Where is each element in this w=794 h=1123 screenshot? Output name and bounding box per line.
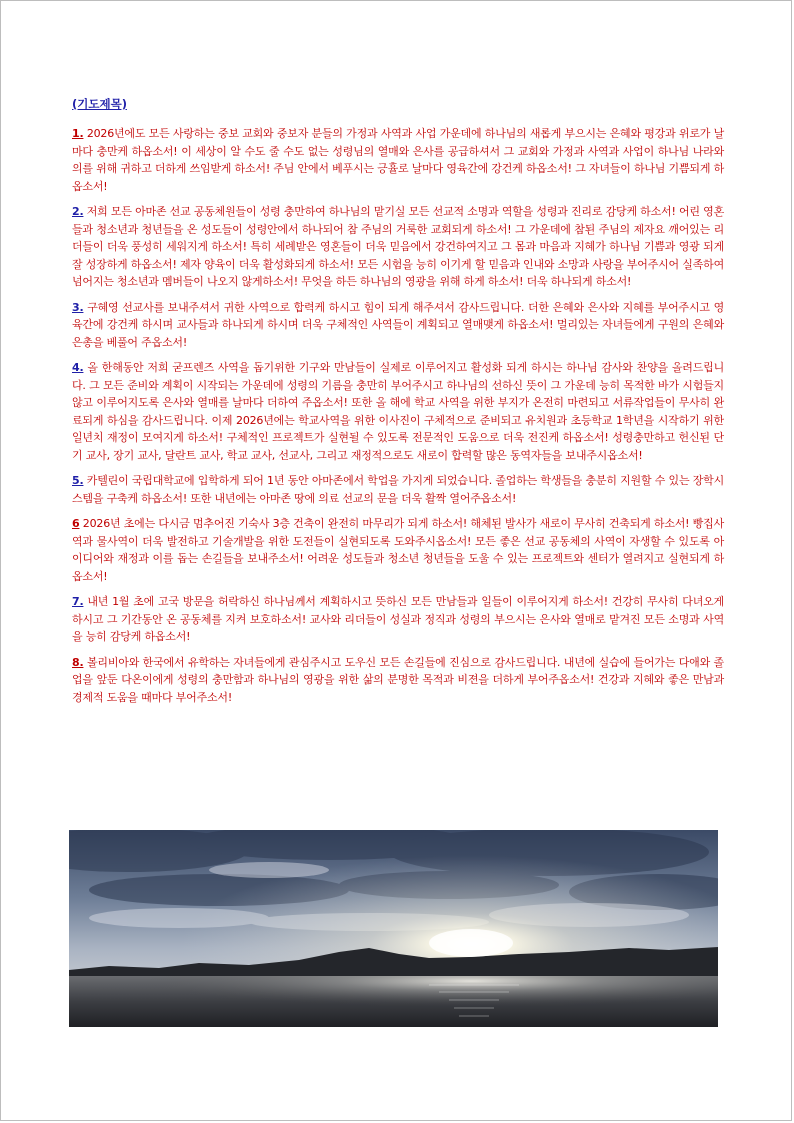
prayer-item-8 bbox=[72, 654, 724, 707]
prayer-text: 2026년에도 모든 사랑하는 중보 교회와 중보자 분들의 가정과 사역과 사업 가운데에 하나님의 새롭게 부으시는 은혜와 평강과 위로가 날마다 충만케 하옵소서! 이 세상이 알 수도 줄 수도 없는 성령님의 열매와 은사를 공급하셔서 그 교회와 가정과 사역과 사업이 하나님 나라와 의를 위해 귀하고 더하게 쓰임받게 하소서! 주님 안에서 베푸시는 긍휼로 날마다 영육간에 강건케 하옵소서! 그 자녀들이 하나님 기쁨되게 하옵소서! bbox=[72, 127, 725, 193]
prayer-text: 내년 1월 초에 고국 방문을 허락하신 하나님께서 계획하시고 뜻하신 모든 만남들과 일들이 이루어지게 하소서! 건강히 무사히 다녀오게 하시고 그 기간동안 온 공동체를 지켜 보호하소서! 교사와 리더들이 성실과 정직과 성령의 부으시는 은사와 열매로 맡겨진 모든 소명과 사역을 능히 감당케 하옵소서! bbox=[72, 595, 724, 643]
prayer-number: 5. bbox=[72, 474, 84, 487]
prayer-number: 3. bbox=[72, 300, 84, 314]
prayer-number: 4. bbox=[72, 361, 84, 374]
prayer-text: 구혜영 선교사를 보내주셔서 귀한 사역으로 합력케 하시고 힘이 되게 해주셔서 감사드립니다. 더한 은혜와 은사와 지혜를 부어주시고 영육간에 강건케 하시며 교사들과 하나되게 하시며 더욱 구체적인 사역들이 계획되고 열매맺게 하옵소서! 멀리있는 자녀들에게 구원의 은혜와 은총을 베풀어 주옵소서! bbox=[72, 300, 724, 349]
prayer-number: 7. bbox=[72, 595, 84, 608]
prayer-number: 6 bbox=[72, 517, 80, 530]
prayer-item-6 bbox=[72, 515, 724, 585]
prayer-text: 볼리비아와 한국에서 유학하는 자녀들에게 관심주시고 도우신 모든 손길들에 진심으로 감사드립니다. 내년에 실습에 들어가는 다애와 졸업을 앞둔 다온이에게 성령의 충만함과 하나님의 영광을 위한 삶의 분명한 목적과 비젼을 더하게 부어주옵소서! 건강과 지혜와 좋은 만남과 경제적 도움을 때마다 부어주소서! bbox=[72, 655, 724, 704]
prayer-number: 8. bbox=[72, 655, 84, 669]
prayer-list bbox=[72, 97, 724, 714]
prayer-item-3 bbox=[72, 299, 724, 352]
prayer-number: 2. bbox=[72, 205, 84, 218]
prayer-item-4 bbox=[72, 359, 724, 464]
prayer-item-5 bbox=[72, 472, 724, 507]
document-title: (기도제목) bbox=[72, 97, 127, 111]
sunset-river-photo bbox=[69, 830, 718, 1027]
prayer-text: 2026년 초에는 다시금 멈추어진 기숙사 3층 건축이 완전히 마무리가 되게 하소서! 해체된 발사가 새로이 무사히 건축되게 하소서! 빵집사역과 물사역이 더욱 발전하고 기술개발을 위한 도전들이 실현되도록 도와주시옵소서! 모든 좋은 선교 공동체의 사역이 자생할 수 있도록 아이디어와 재정과 이를 돕는 손길들을 보내주소서! 어려운 성도들과 청소년 청년들을 도울 수 있는 프로젝트와 센터가 열려지고 실현되게 하옵소서! bbox=[72, 517, 724, 583]
prayer-item-1 bbox=[72, 125, 724, 195]
prayer-item-7 bbox=[72, 593, 724, 646]
prayer-text: 저희 모든 아마존 선교 공동체원들이 성령 충만하여 하나님의 맡기실 모든 선교적 소명과 역할을 성령과 진리로 감당케 하소서! 어린 영혼들과 청소년과 청년들을 온 성도들이 성령안에서 하나되어 참 주님의 거룩한 교회되게 하소서! 그 가운데에 참된 주님의 제자요 깨어있는 리더들이 더욱 풍성히 세워지게 하소서! 특히 세례받은 영혼들이 더욱 믿음에서 강건하여지고 그 몸과 마음과 지혜가 하나님 기쁨과 영광 되게 잘 성장하게 하옵소서! 제자 양육이 더욱 활성화되게 하소서! 모든 시험을 능히 이기게 할 믿음과 인내와 소망과 사랑을 부어주시어 실족하여 넘어지는 청소년과 멤버들이 나오지 않게하소서! 무엇을 하든 하나님의 영광을 위해 하게 하소서! 더욱 하나되게 하소서! bbox=[72, 205, 725, 288]
prayer-text: 올 한해동안 저희 굳프렌즈 사역을 돕기위한 기구와 만남들이 실제로 이루어지고 활성화 되게 하시는 하나님 감사와 찬양을 올려드립니다. 그 모든 준비와 계획이 시작되는 가운데에 성령의 기름을 충만히 부어주시고 하나님의 선하신 뜻이 그 가운데 능히 목적한 바가 시험들지 않고 이루어지도록 은사와 열매를 날마다 더하여 주옵소서! 또한 올 해에 학교 사역을 위한 부지가 온전히 마련되고 서류작업들이 무사히 완료되게 하심을 감사드립니다. 이제 2026년에는 학교사역을 위한 이사진이 구체적으로 준비되고 유치원과 초등학교 1학년을 시작하기 위한 일년치 재정이 모여지게 하소서! 구체적인 프로젝트가 실현될 수 있도록 전문적인 도움으로 더욱 전진케 하옵소서! 성령충만하고 헌신된 단기 교사, 장기 교사, 달란트 교사, 학교 교사, 선교사, 그리고 재정적으로도 새로이 합력할 많은 동역자들을 보내주시옵소서! bbox=[72, 361, 724, 462]
prayer-item-2 bbox=[72, 203, 724, 291]
prayer-number: 1. bbox=[72, 127, 84, 140]
prayer-text: 카텔린이 국립대학교에 입학하게 되어 1년 동안 아마존에서 학업을 가지게 되었습니다. 졸업하는 학생들을 충분히 지원할 수 있는 장학시스템을 구축케 하옵소서! 또한 내년에는 아마존 땅에 의료 선교의 문을 더욱 활짝 열어주옵소서! bbox=[72, 474, 725, 505]
